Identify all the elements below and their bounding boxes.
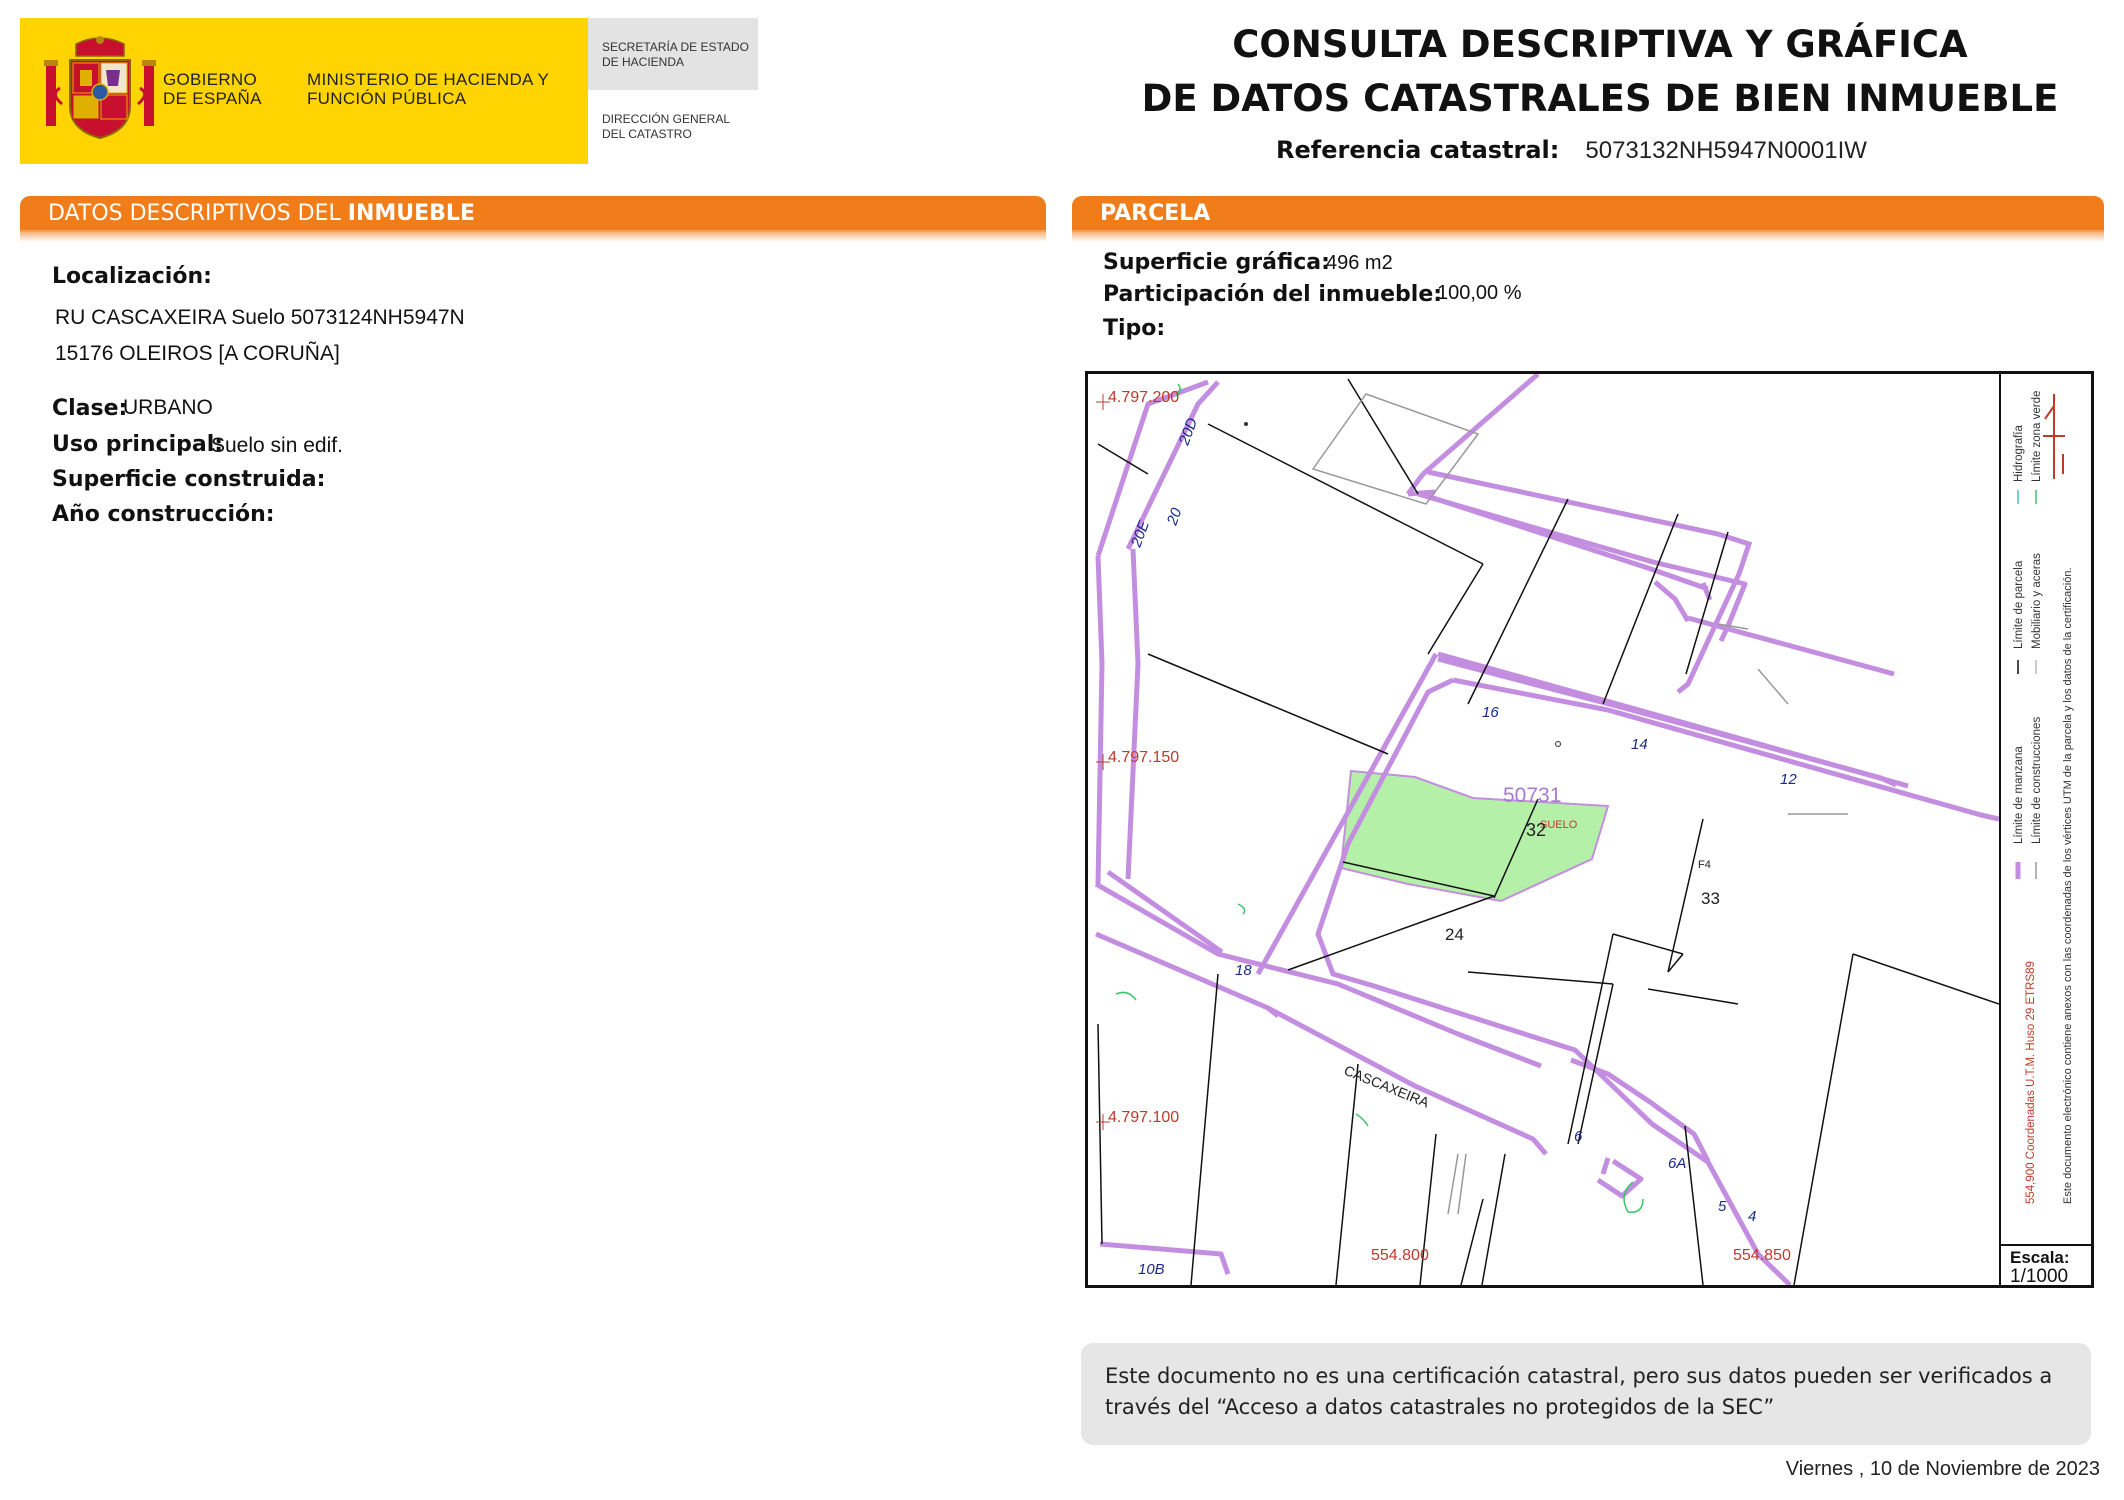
street-number-16: 16 — [1482, 704, 1499, 721]
map-detail-dot — [1556, 742, 1561, 747]
cadastral-map — [1085, 371, 2094, 1288]
title-line-2: DE DATOS CATASTRALES DE BIEN INMUEBLE — [1141, 77, 2059, 120]
coord-x-554850: 554.850 — [1733, 1247, 1791, 1264]
document-date: Viernes , 10 de Noviembre de 2023 — [1785, 1458, 2100, 1480]
coord-y-4797150: 4.797.150 — [1108, 749, 1180, 766]
parcela-header — [1072, 196, 2104, 232]
superficie-construida-label: Superficie construida: — [52, 467, 326, 492]
upper-right-block — [1428, 472, 1749, 692]
suelo-label: SUELO — [1540, 819, 1578, 831]
coord-y-4797100: 4.797.100 — [1108, 1109, 1180, 1126]
legend-mobiliario: Mobiliario y aceras — [2031, 553, 2043, 649]
referencia-catastral — [1276, 136, 1867, 165]
anio-construccion-label: Año construcción: — [52, 502, 275, 527]
superficie-grafica-value: 496 m2 — [1326, 252, 1393, 274]
referencia-label: Referencia catastral: — [1276, 136, 1560, 164]
legend-drawing — [2001, 374, 2093, 1244]
manzana-label: 50731 — [1503, 784, 1562, 807]
legend-hidrografia: Hidrografía — [2013, 425, 2025, 482]
north-arrow-icon — [2043, 394, 2065, 479]
coord-x-554800: 554.800 — [1371, 1247, 1429, 1264]
street-number-10b: 10B — [1138, 1261, 1165, 1278]
street-number-20e: 20E — [1127, 518, 1153, 550]
scale-label: Escala: — [2010, 1248, 2070, 1267]
cadastral-map-drawing — [1088, 374, 1999, 1285]
coord-y-4797200: 4.797.200 — [1108, 389, 1180, 406]
government-header — [20, 18, 758, 164]
parcela-title: PARCELA — [1100, 201, 1211, 226]
street-number-6: 6 — [1574, 1128, 1583, 1145]
secretaria-text: SECRETARÍA DE ESTADO DE HACIENDA — [602, 40, 749, 69]
title-line-1: CONSULTA DESCRIPTIVA Y GRÁFICA — [1232, 23, 1968, 66]
street-number-20d: 20D — [1175, 415, 1202, 448]
street-number-6a: 6A — [1668, 1155, 1687, 1172]
legend-utm: 554,900 Coordenadas U.T.M. Huso 29 ETRS89 — [2025, 961, 2037, 1204]
datos-title-b: INMUEBLE — [347, 201, 475, 226]
street-number-18: 18 — [1235, 962, 1252, 979]
legend-manzana: Límite de manzana — [2013, 746, 2025, 844]
direccion-line-2: 15176 OLEIROS [A CORUÑA] — [55, 342, 340, 365]
clase-label: Clase: — [52, 396, 128, 421]
ministerio-text: MINISTERIO DE HACIENDA Y FUNCIÓN PÚBLICA — [307, 70, 549, 108]
tipo-label: Tipo: — [1103, 316, 1166, 341]
street-name-label: CASCAXEIRA — [1341, 1061, 1432, 1111]
parcel-32-label: 32 — [1526, 820, 1547, 840]
superficie-grafica-label: Superficie gráfica: — [1103, 250, 1330, 275]
datos-descriptivos-header — [20, 196, 1046, 232]
street-number-14: 14 — [1631, 736, 1648, 753]
middle-right-block — [1438, 659, 1896, 785]
coat-of-arms-icon — [40, 34, 160, 146]
parcel-f4-label: F4 — [1698, 859, 1711, 871]
direccion-text: DIRECCIÓN GENERAL DEL CATASTRO — [602, 112, 730, 141]
legend-zona-verde: Límite zona verde — [2031, 390, 2043, 482]
street-number-20: 20 — [1163, 505, 1186, 528]
document-title — [1080, 18, 2120, 126]
legend-parcela: Límite de parcela — [2013, 560, 2025, 649]
datos-title-a: DATOS DESCRIPTIVOS DEL — [48, 201, 348, 226]
participacion-value: 100,00 % — [1437, 282, 1522, 304]
clase-value: URBANO — [123, 396, 213, 419]
parcel-33-label: 33 — [1701, 889, 1720, 908]
note-line-1: Este documento no es una certificación catastral, pero sus datos pueden ser verificados a — [1105, 1364, 2053, 1388]
direccion-line-1: RU CASCAXEIRA Suelo 5073124NH5947N — [55, 306, 465, 329]
uso-principal-label: Uso principal: — [52, 432, 224, 457]
street-number-4: 4 — [1748, 1208, 1757, 1225]
parcel-24-label: 24 — [1445, 925, 1464, 944]
street-number-5: 5 — [1718, 1198, 1727, 1215]
note-line-2: través del “Acceso a datos catastrales no protegidos de la SEC” — [1105, 1395, 1775, 1419]
uso-principal-value: Suelo sin edif. — [211, 434, 343, 457]
map-legend — [1999, 374, 2093, 1244]
scale-box — [1999, 1244, 2093, 1287]
street-number-12: 12 — [1780, 771, 1797, 788]
participacion-label: Participación del inmueble: — [1103, 282, 1443, 307]
disclaimer-note — [1081, 1343, 2091, 1445]
localizacion-label: Localización: — [52, 264, 212, 289]
referencia-value: 5073132NH5947N0001IW — [1585, 137, 1867, 164]
highlighted-parcel — [1341, 771, 1608, 901]
legend-construcciones: Límite de construcciones — [2031, 716, 2043, 844]
scale-value: 1/1000 — [2010, 1266, 2069, 1287]
gobierno-text: GOBIERNO DE ESPAÑA — [163, 70, 262, 108]
map-detail-dot — [1244, 422, 1248, 426]
legend-document-note: Este documento electrónico contiene anexos con las coordenadas de los vértices UTM de la parcela y los datos de la certificación. — [2062, 567, 2074, 1204]
